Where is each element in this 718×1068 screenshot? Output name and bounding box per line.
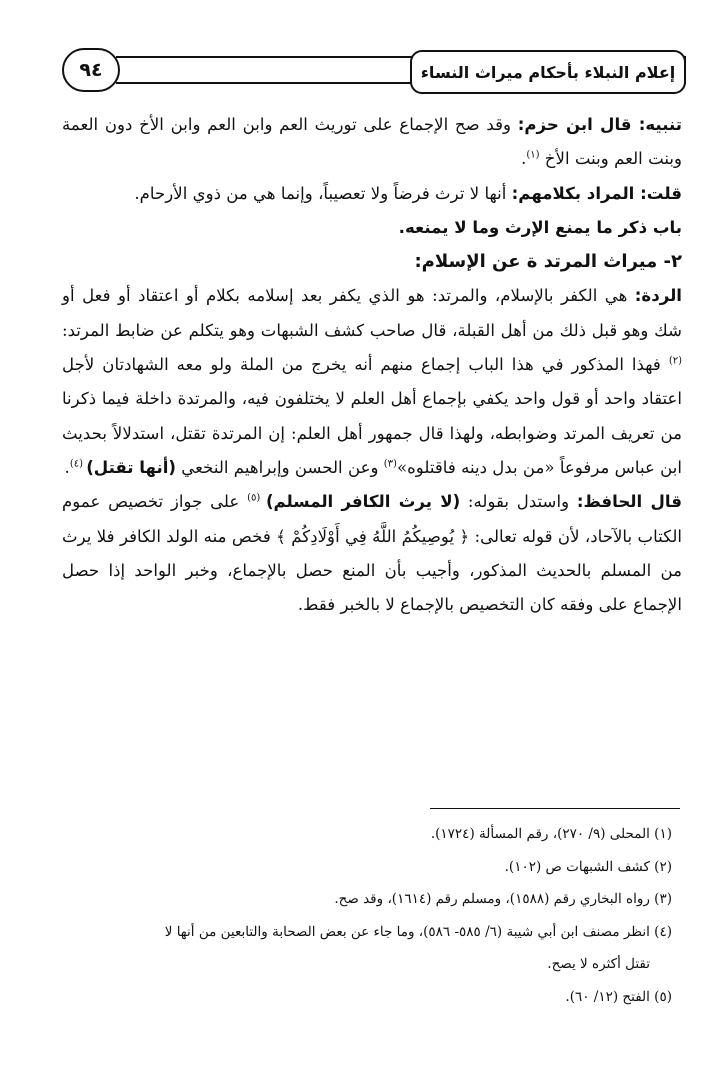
main-text <box>62 108 682 622</box>
footnote-ref-1: (١) <box>526 149 540 161</box>
apostasy-label: الردة: <box>634 286 682 306</box>
footnote-ref-5: (٥) <box>247 492 266 504</box>
running-title: إعلام النبلاء بأحكام ميراث النساء <box>420 62 676 82</box>
paragraph-note <box>62 108 682 177</box>
hafiz-text-b: على جواز تخصيص عموم الكتاب بالآحاد، لأن قوله تعالى: ﴿ يُوصِيكُمُ اللَّهُ فِي أَوْلَادِكُمْ ﴾ فخص منه الولد الكافر فلا يرث من المسلم بالحديث المذكور، وأجيب بأن المنع حصل بالإجماع، وخبر الواحد إذا حصل الإجماع على وفقه كان التخصيص بالإجماع لا بالخبر فقط. <box>62 492 682 615</box>
footnote-4: (٤) انظر مصنف ابن أبي شيبة (٦/ ٥٨٥- ٥٨٦)، وما جاء عن بعض الصحابة والتابعين من أنها لا <box>164 923 672 940</box>
section-heading: ٢- ميراث المرتد ة عن الإسلام: <box>414 251 682 273</box>
page-header <box>62 46 682 98</box>
footnote-5: (٥) الفتح (١٢/ ٦٠). <box>565 988 672 1005</box>
footnote-1: (١) المحلى (٩/ ٢٧٠)، رقم المسألة (١٧٢٤). <box>430 826 672 842</box>
page-number: ٩٤ <box>79 59 103 81</box>
apostasy-text-a: هي الكفر بالإسلام، والمرتد: هو الذي يكفر بعد إسلامه بكلام أو اعتقاد أو فعل أو شك وهو قبل ذلك من أهل القبلة، قال صاحب كشف الشبهات وهو يتكلم عن ضابط المرتد: <box>62 286 682 340</box>
footnote-ref-2: (٢) <box>668 355 682 367</box>
hafiz-quote: (لا يرث الكافر المسلم) <box>265 492 461 512</box>
apostasy-text-c: وعن الحسن وإبراهيم النخعي <box>176 457 384 477</box>
footnote-ref-4: (٤) <box>69 458 87 470</box>
note-text: وقد صح الإجماع على توريث العم وابن العم وابن الأخ دون العمة وبنت العم وبنت الأخ <box>62 115 682 169</box>
paragraph-apostasy <box>62 279 682 485</box>
comment-label: قلت: المراد بكلامهم: <box>511 183 682 203</box>
footnote-4-continued: تقتل أكثره لا يصح. <box>547 956 650 972</box>
section-title: باب ذكر ما يمنع الإرث وما لا يمنعه. <box>398 217 682 237</box>
header-frame <box>116 56 686 84</box>
page-number-badge <box>62 48 120 92</box>
note-end: . <box>521 149 527 169</box>
footnote-3: (٣) رواه البخاري رقم (١٥٨٨)، ومسلم رقم (١٦١٤)، وقد صح. <box>334 891 672 907</box>
apostasy-end: . <box>64 457 70 477</box>
hafiz-text-a: واستدل بقوله: <box>460 492 577 512</box>
footnote-divider <box>430 808 680 809</box>
footnote-2: (٢) كشف الشبهات ص (١٠٢). <box>504 858 672 875</box>
hafiz-label: قال الحافظ: <box>576 492 682 512</box>
running-title-box <box>410 50 686 94</box>
paragraph-hafiz <box>62 485 682 622</box>
paragraph-comment <box>62 177 682 211</box>
footnotes <box>44 818 672 1013</box>
footnote-ref-3: (٣) <box>383 458 397 470</box>
apostasy-quote: (أنها تقتل) <box>86 457 176 477</box>
note-label: تنبيه: قال ابن حزم: <box>517 115 682 134</box>
apostasy-text-b: فهذا المذكور في هذا الباب إجماع منهم أنه يخرج من الملة ولو معه الشهادتان لأجل اعتقاد واحد أو قول واحد يكفي بإجماع أهل العلم لا يختلفون فيه، والمرتدة داخلة فيما ذكرنا من تعريف المرتد وضوابطه، ولهذا قال جمهور أهل العلم: إن المرتدة تقتل، استدلالاً بحديث ابن عباس مرفوعاً «من بدل دينه فاقتلوه» <box>62 355 682 477</box>
comment-text: أنها لا ترث فرضاً ولا تعصيباً، وإنما هي من ذوي الأرحام. <box>134 183 512 203</box>
